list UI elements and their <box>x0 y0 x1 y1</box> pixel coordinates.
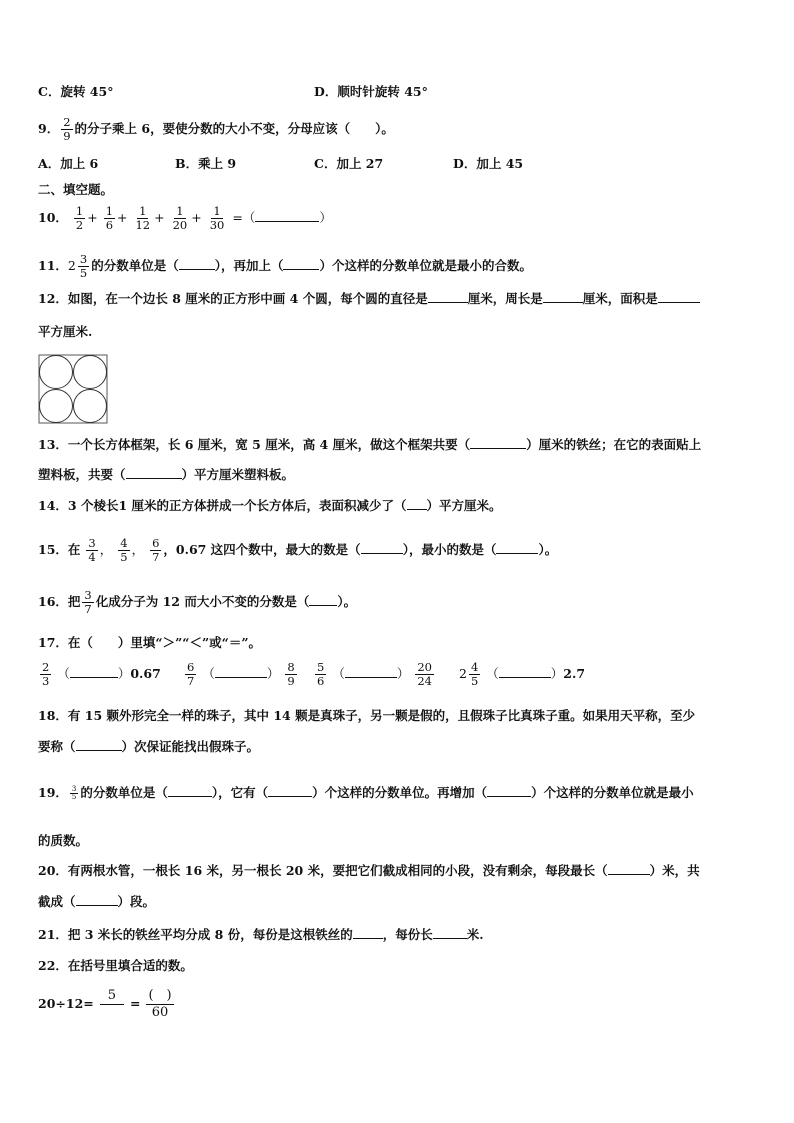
question-18-line2: 要称（ ）次保证能找出假珠子。 <box>38 739 260 754</box>
question-14: 14．3 个棱长1 厘米的正方体拼成一个长方体后，表面积减少了（ ）平方厘米。 <box>38 498 502 513</box>
answer-blank[interactable] <box>499 665 551 678</box>
section-title: 二、填空题。 <box>38 182 114 197</box>
question-20: 20．有两根水管，一根长 16 米，另一根长 20 米，要把它们截成相同的小段，没有剩余，每段最长（ ）米，共 <box>38 863 700 878</box>
question-16: 16．把 $\frac{3}{7}$ 化成分子为 12 而大小不变的分数是（ ）。 <box>38 588 357 616</box>
answer-blank[interactable] <box>76 738 122 751</box>
q8-option-d: D．顺时针旋转 45° <box>314 84 428 99</box>
answer-blank[interactable] <box>283 257 319 270</box>
question-15: 15．在 $\frac{3}{4}$ ， $\frac{4}{5}$ ， $\frac{6}{7}$ ，0.67 这四个数中，最大的数是（ ），最小的数是（ ）。 <box>38 536 558 564</box>
question-9: 9． $\frac{2}{9}$ 的分子乘上 6，要使分数的大小不变，分母应该（ ）。 <box>38 115 394 143</box>
answer-blank[interactable] <box>543 290 583 303</box>
q9-option-c: C．加上 27 <box>314 156 384 171</box>
q22-equation: 20÷12= 5 = $\frac{( )}{60}$ <box>38 988 172 1020</box>
answer-blank[interactable] <box>361 541 403 554</box>
square-circles-figure <box>38 354 108 424</box>
circle <box>74 390 107 423</box>
fraction: $\frac{2}{9}$ <box>63 115 71 143</box>
answer-blank[interactable] <box>168 784 212 797</box>
question-19-line2: 的质数。 <box>38 833 89 848</box>
q12-line2: 平方厘米. <box>38 324 93 339</box>
answer-blank[interactable] <box>487 784 531 797</box>
answer-blank[interactable] <box>658 290 700 303</box>
square <box>39 355 107 423</box>
answer-blank[interactable] <box>268 784 312 797</box>
answer-blank[interactable] <box>608 862 650 875</box>
answer-blank[interactable] <box>70 665 118 678</box>
question-22: 22．在括号里填合适的数。 <box>38 958 193 973</box>
answer-blank[interactable] <box>345 665 397 678</box>
question-10: 10． $\frac{1}{2}$ + $\frac{1}{6}$ + $\frac{1}{12}$ + $\frac{1}{20}$ + $\frac{1}{30}$ =（ ） <box>38 204 332 232</box>
circle <box>40 356 73 389</box>
q8-option-c: C．旋转 45° <box>38 84 114 99</box>
answer-blank[interactable] <box>309 593 337 606</box>
circle <box>74 356 107 389</box>
question-21: 21．把 3 米长的铁丝平均分成 8 份，每份是这根铁丝的 ，每份长 米. <box>38 927 484 942</box>
q17-item-2: $\frac{6}{7}$ （ ） $\frac{8}{9}$ <box>187 660 295 688</box>
question-17: 17．在（ ）里填“＞”“＜”或“＝”。 <box>38 635 262 650</box>
q9-option-a: A．加上 6 <box>38 156 99 171</box>
q8-options <box>38 83 113 101</box>
answer-blank[interactable] <box>179 257 215 270</box>
question-18: 18．有 15 颗外形完全一样的珠子，其中 14 颗是真珠子，另一颗是假的，且假珠子比真珠子重。如果用天平称，至少 <box>38 708 696 723</box>
question-19: 19． $\frac{3}{5}$ 的分数单位是（ ），它有（ ）个这样的分数单位。再增加（ ）个这样的分数单位就是最小 <box>38 785 694 801</box>
answer-blank[interactable] <box>433 926 467 939</box>
q17-item-4: 2 $\frac{4}{5}$ （ ）2.7 <box>459 660 586 688</box>
q9-options <box>38 155 98 173</box>
circle <box>40 390 73 423</box>
q9-option-b: B．乘上 9 <box>175 156 237 171</box>
answer-blank[interactable] <box>126 466 182 479</box>
question-13-line2: 塑料板，共要（ ）平方厘米塑料板。 <box>38 467 295 482</box>
answer-blank[interactable] <box>496 541 538 554</box>
question-20-line2: 截成（ ）段。 <box>38 894 156 909</box>
answer-blank[interactable] <box>407 497 427 510</box>
answer-blank[interactable] <box>76 893 118 906</box>
q17-item-1: $\frac{2}{3}$ （ ）0.67 <box>42 660 161 688</box>
answer-blank[interactable] <box>255 209 319 222</box>
q9-option-d: D．加上 45 <box>453 156 524 171</box>
answer-blank[interactable] <box>215 665 267 678</box>
q17-item-3: $\frac{5}{6}$ （ ） $\frac{20}{24}$ <box>317 660 432 688</box>
answer-blank[interactable] <box>470 436 526 449</box>
question-12: 12．如图，在一个边长 8 厘米的正方形中画 4 个圆，每个圆的直径是 厘米，周长是 厘米，面积是 <box>38 290 700 308</box>
question-11: 11．2 $\frac{3}{5}$ 的分数单位是（ ），再加上（ ）个这样的分数单位就是最小的合数。 <box>38 252 532 280</box>
answer-blank[interactable] <box>428 290 468 303</box>
answer-blank[interactable] <box>353 926 383 939</box>
question-13: 13．一个长方体框架，长 6 厘米，宽 5 厘米，高 4 厘米，做这个框架共要（ ）厘米的铁丝；在它的表面贴上 <box>38 437 702 452</box>
